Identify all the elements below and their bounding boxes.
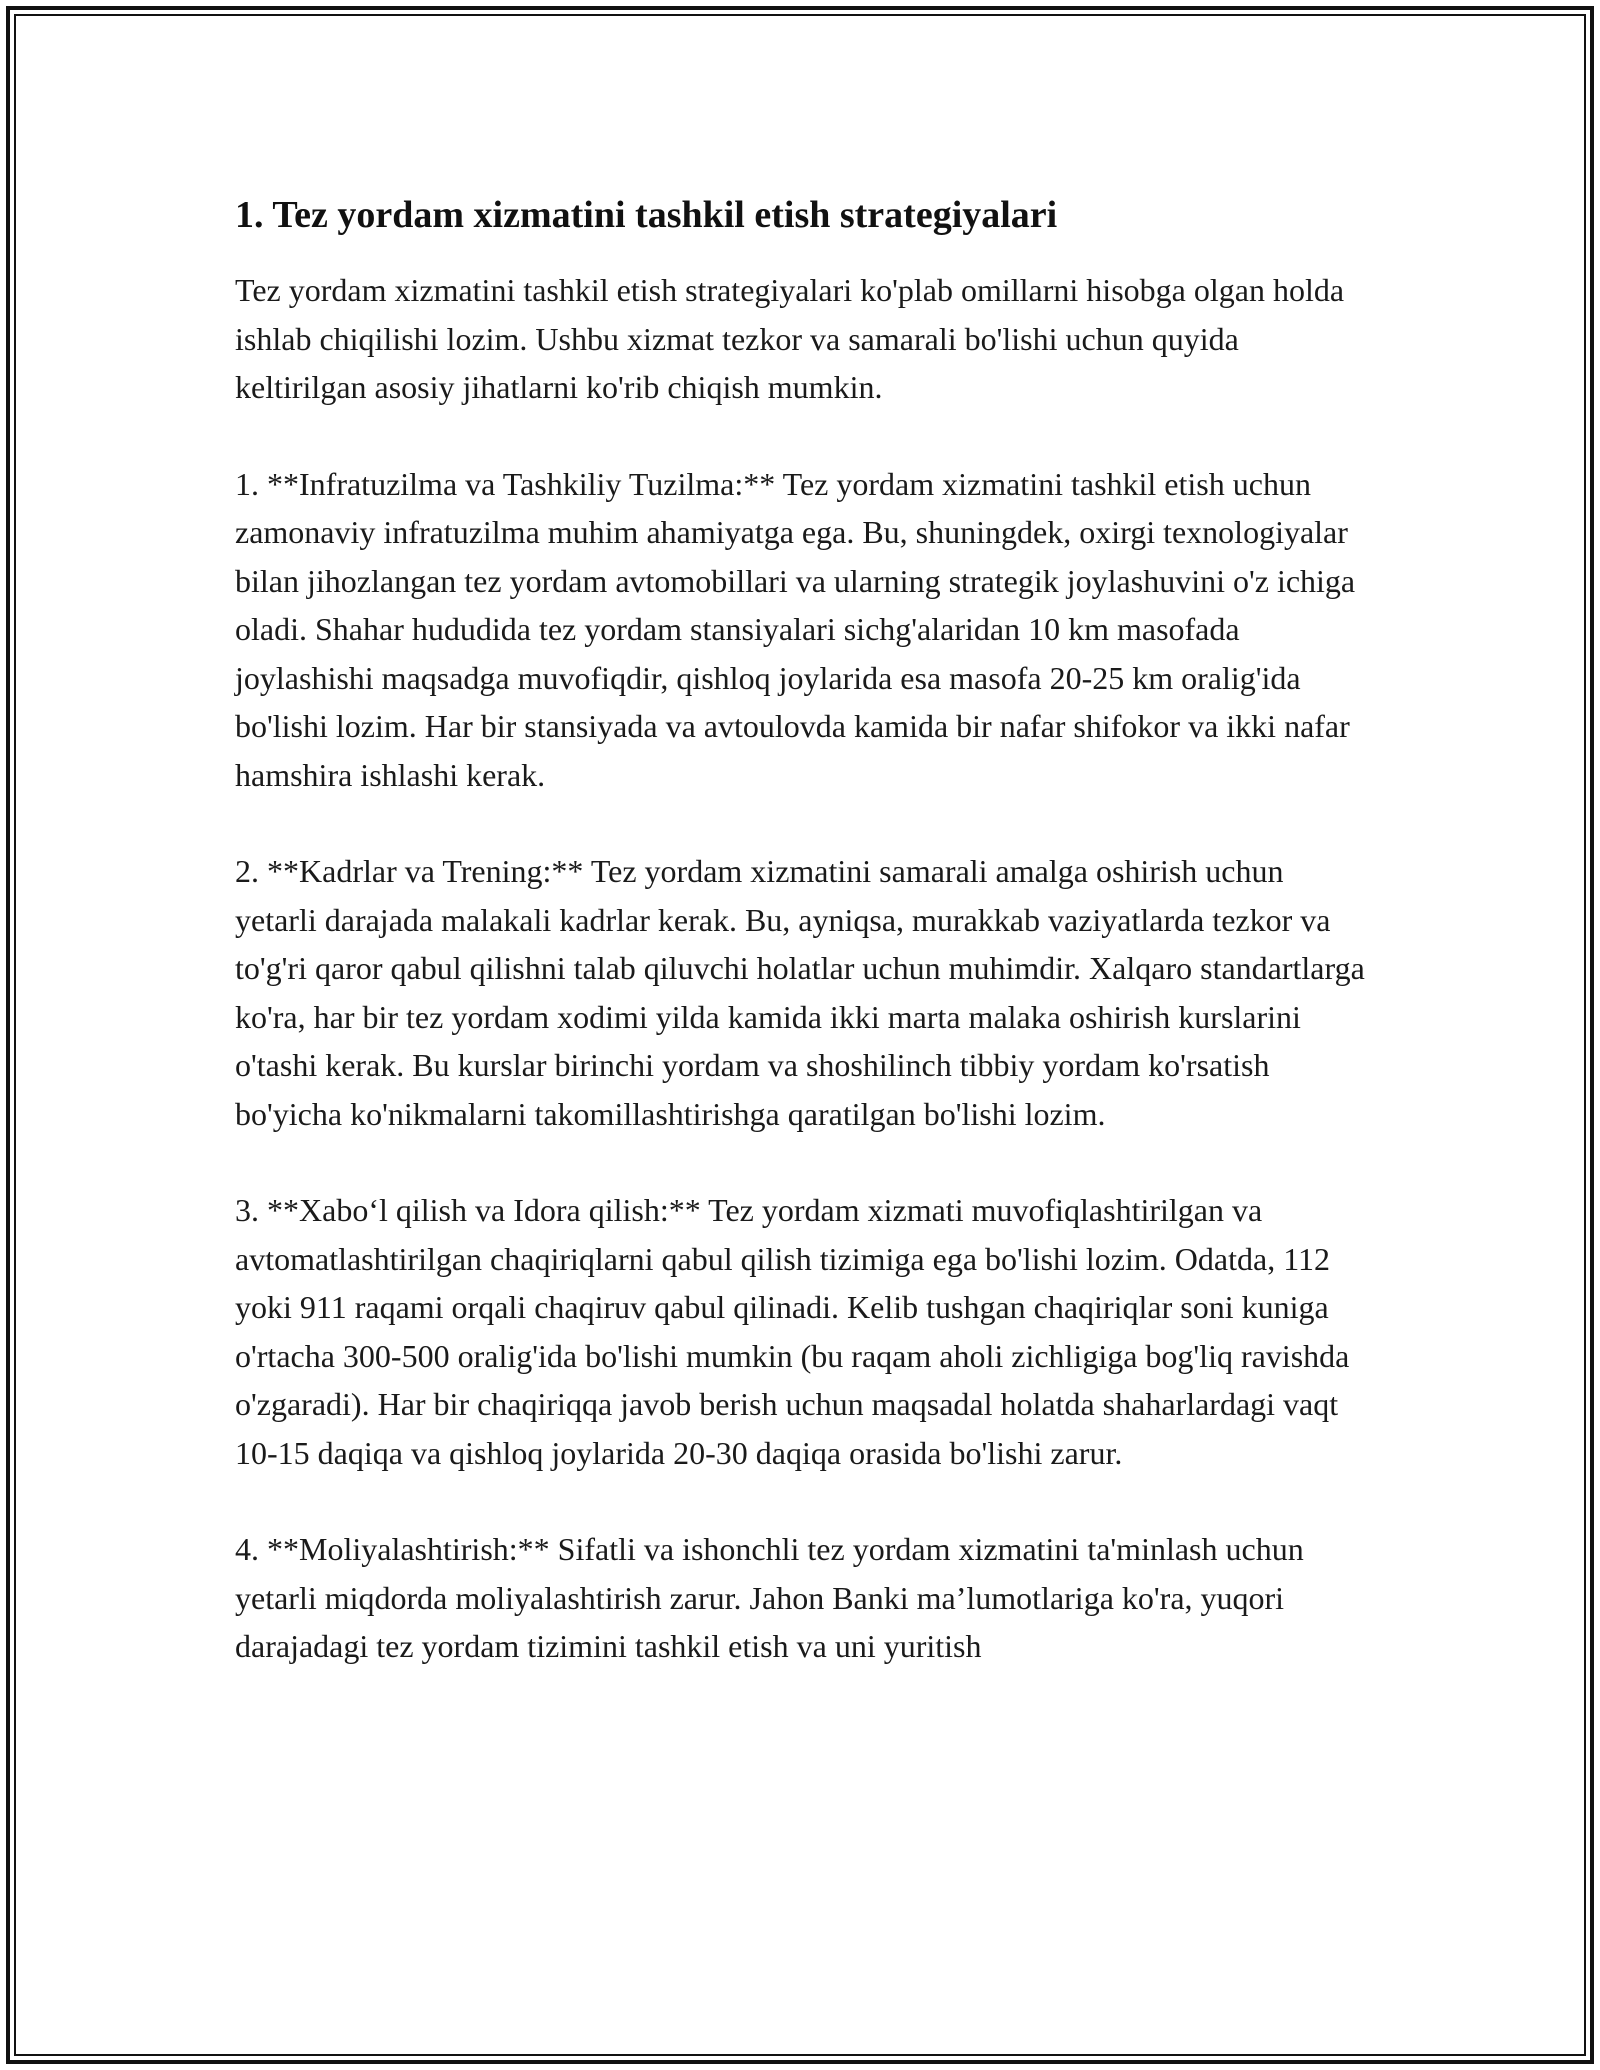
paragraph-financing: 4. **Moliyalashtirish:** Sifatli va ishonchli tez yordam xizmatini ta'minlash uchun yetarli miqdorda moliyalashtirish zarur. Jahon Banki ma’lumotlariga ko'ra, yuqori darajadagi tez yordam tizimini tashkil etish va uni yuritish (235, 1531, 1304, 1664)
document-body (235, 186, 1365, 1671)
paragraph-call-handling: 3. **Xabo‘l qilish va Idora qilish:** Tez yordam xizmati muvofiqlashtirilgan va avtomatlashtirilgan chaqiriqlarni qabul qilish tizimiga ega bo'lishi lozim. Odatda, 112 yoki 911 raqami orqali chaqiruv qabul qilinadi. Kelib tushgan chaqiriqlar soni kuniga o'rtacha 300-500 oralig'ida bo'lishi mumkin (bu raqam aholi zichligiga bog'liq ravishda o'zgaradi). Har bir chaqiriqqa javob berish uchun maqsadal holatda shaharlardagi vaqt 10-15 daqiqa va qishloq joylarida 20-30 daqiqa orasida bo'lishi zarur. (235, 1192, 1350, 1471)
paragraph-staff-training: 2. **Kadrlar va Trening:** Tez yordam xizmatini samarali amalga oshirish uchun yetarli darajada malakali kadrlar kerak. Bu, ayniqsa, murakkab vaziyatlarda tezkor va to'g'ri qaror qabul qilishni talab qiluvchi holatlar uchun muhimdir. Xalqaro standartlarga ko'ra, har bir tez yordam xodimi yilda kamida ikki marta malaka oshirish kurslarini o'tashi kerak. Bu kurslar birinchi yordam va shoshilinch tibbiy yordam ko'rsatish bo'yicha ko'nikmalarni takomillashtirishga qaratilgan bo'lishi lozim. (235, 853, 1365, 1132)
paragraph-intro: Tez yordam xizmatini tashkil etish strategiyalari ko'plab omillarni hisobga olgan holda ishlab chiqilishi lozim. Ushbu xizmat tezkor va samarali bo'lishi uchun quyida keltirilgan asosiy jihatlarni ko'rib chiqish mumkin. (235, 272, 1345, 405)
section-heading: 1. Tez yordam xizmatini tashkil etish strategiyalari (235, 194, 1058, 236)
paragraph-infrastructure: 1. **Infratuzilma va Tashkiliy Tuzilma:** Tez yordam xizmatini tashkil etish uchun zamonaviy infratuzilma muhim ahamiyatga ega. Bu, shuningdek, oxirgi texnologiyalar bilan jihozlangan tez yordam avtomobillari va ularning strategik joylashuvini o'z ichiga oladi. Shahar hududida tez yordam stansiyalari sichg'alaridan 10 km masofada joylashishi maqsadga muvofiqdir, qishloq joylarida esa masofa 20-25 km oralig'ida bo'lishi lozim. Har bir stansiyada va avtoulovda kamida bir nafar shifokor va ikki nafar hamshira ishlashi kerak. (235, 465, 1356, 793)
